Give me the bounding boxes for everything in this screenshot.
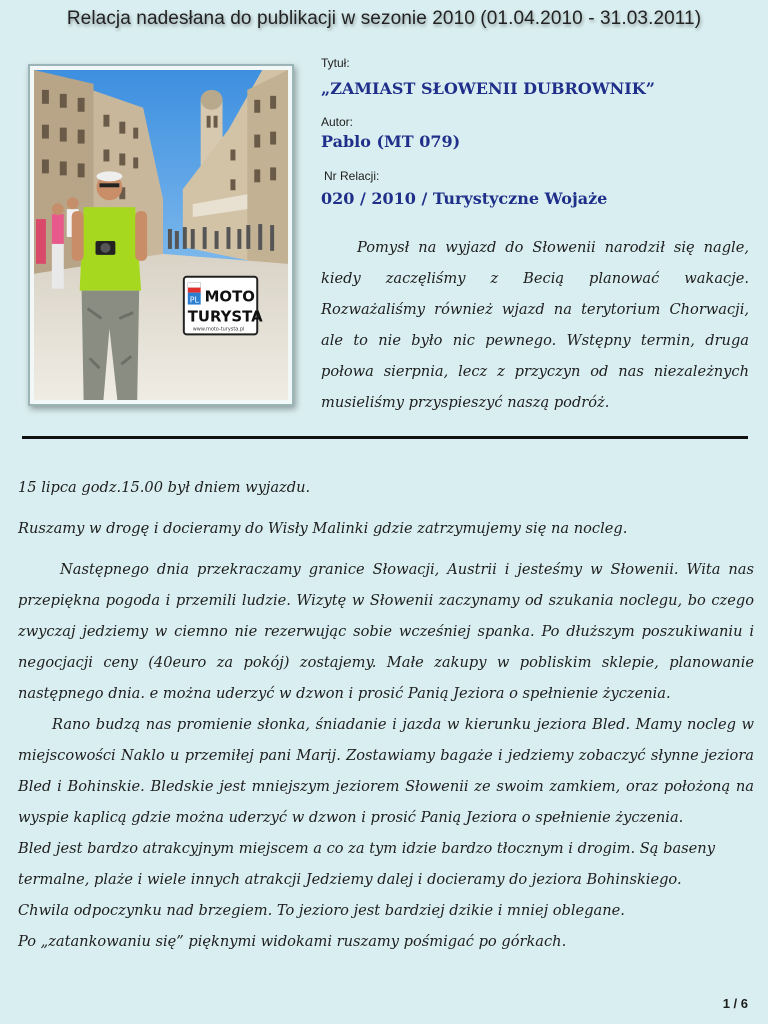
body-paragraph: Chwila odpoczynku nad brzegiem. To jezioro jest bardziej dzikie i mniej oblegane. [18, 902, 625, 919]
page-number: 1 / 6 [722, 996, 748, 1011]
author-label: Autor: [321, 115, 354, 129]
cover-photo [28, 64, 294, 406]
body-paragraph-text: Następnego dnia przekraczamy granice Słowacji, Austrii i jesteśmy w Słowenii. Wita nas przepiękna pogoda i przemili ludzie. Wizytę w Słowenii zaczynamy od szukania noclegu, bo czego zwyczaj jedziemy w ciemno nie rezerwując sobie wcześniej spanka. Po dłuższym poszukiwaniu i negocjacji ceny (40euro za pokój) zostajemy. Małe zakupy w pobliskim sklepie, planowanie następnego dnia. e można uderzyć w dzwon i prosić Panią Jeziora o spełnienie życzenia. [18, 561, 754, 702]
logo-moto-text: MOTO [204, 287, 255, 306]
report-number: 020 / 2010 / Turystyczne Wojaże [321, 189, 608, 208]
logo-url-text: www.moto-turysta.pl [192, 326, 245, 333]
street-photo [34, 70, 288, 400]
intro-text: Pomysł na wyjazd do Słowenii narodził się nagle, kiedy zaczęliśmy z Becią planować wakacje. Rozważaliśmy również wjazd na terytorium Chorwacji, ale to nie było nic pewnego. Wstępny termin, druga połowa sierpnia, lecz z przyczyn od nas niezależnych musieliśmy przyspieszyć naszą podróż. [321, 239, 749, 411]
body-paragraph: 15 lipca godz.15.00 był dniem wyjazdu. [18, 479, 311, 496]
section-divider [22, 436, 748, 439]
body-paragraph-text: Rano budzą nas promienie słonka, śniadanie i jazda w kierunku jeziora Bled. Mamy nocleg w miejscowości Naklo u przemiłej pani Marij. Zostawiamy bagaże i jedziemy zobaczyć słynne jeziora Bled i Bohinskie. Bledskie jest mniejszym jeziorem Słowenii ze swoim zamkiem, oraz położoną na wyspie kaplicą gdzie można uderzyć w dzwon i prosić Panią Jeziora o spełnienie życzenia. [18, 716, 754, 826]
report-author: Pablo (MT 079) [321, 132, 461, 151]
body-paragraph: Po „zatankowaniu się” pięknymi widokami ruszamy pośmigać po górkach. [18, 933, 567, 950]
body-paragraph [18, 709, 754, 833]
report-body [18, 472, 754, 957]
logo-turysta-text: TURYSTA [187, 307, 263, 326]
report-title: „ZAMIAST SŁOWENII DUBROWNIK” [321, 79, 655, 98]
report-number-label: Nr Relacji: [324, 169, 380, 183]
body-paragraph: Bled jest bardzo atrakcyjnym miejscem a co za tym idzie bardzo tłocznym i drogim. Są baseny termalne, plaże i wiele innych atrakcji Jedziemy dalej i docieramy do jeziora Bohinskiego. [18, 840, 715, 888]
page-header: Relacja nadesłana do publikacji w sezonie 2010 (01.04.2010 - 31.03.2011) [66, 8, 702, 29]
report-meta [321, 56, 751, 208]
title-label: Tytuł: [321, 56, 350, 70]
body-paragraph [18, 554, 754, 709]
logo-flag-text: PL [189, 295, 199, 305]
intro-paragraph [321, 232, 749, 418]
body-paragraph: Ruszamy w drogę i docieramy do Wisły Malinki gdzie zatrzymujemy się na nocleg. [18, 520, 628, 537]
